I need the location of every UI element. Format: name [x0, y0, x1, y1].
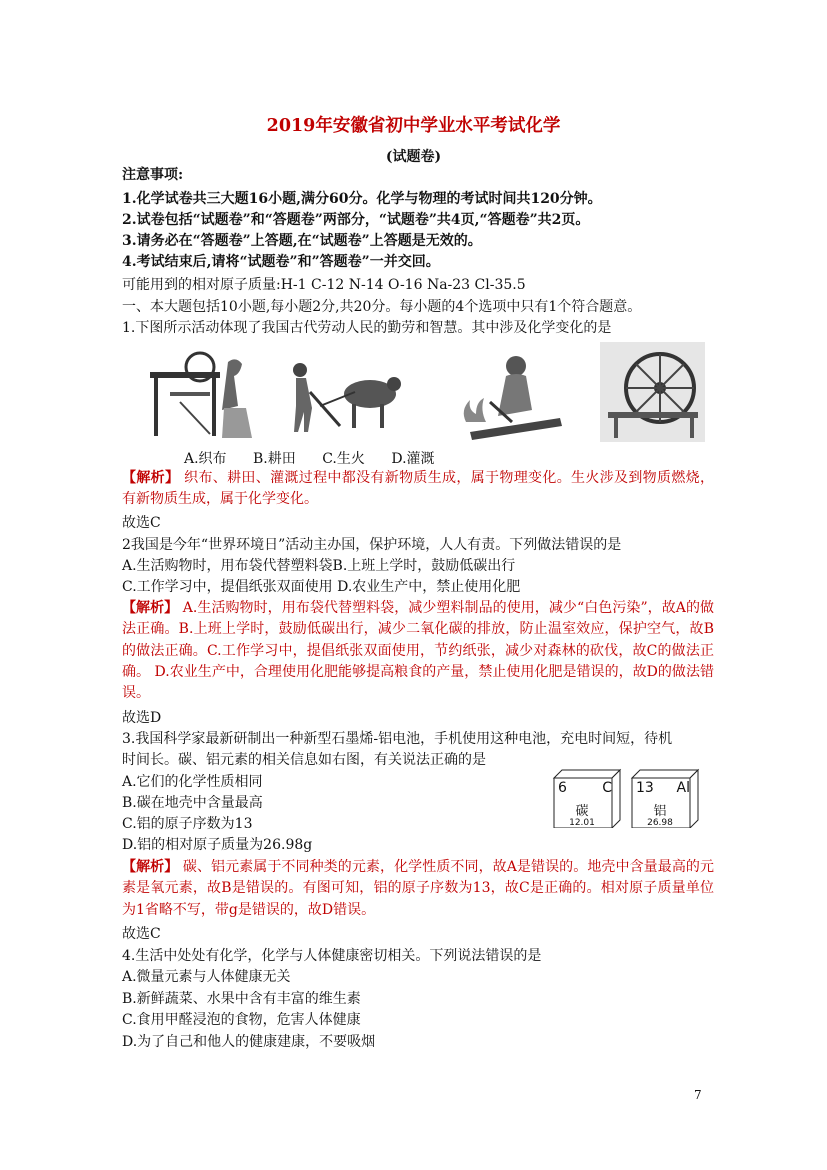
- element-cards: [548, 766, 708, 836]
- question-2-answer: 故选D: [122, 710, 162, 726]
- atomic-mass: 12.01: [569, 818, 595, 828]
- question-1-options: [184, 448, 457, 468]
- notes-heading: 注意事项:: [122, 167, 184, 183]
- element-name: 碳: [575, 804, 589, 819]
- question-3-option-a: A.它们的化学性质相同: [122, 774, 263, 790]
- question-2-analysis: [122, 598, 714, 704]
- option-a: A.织布: [184, 451, 227, 467]
- element-symbol: Al: [676, 780, 690, 796]
- atomic-number: 6: [558, 780, 567, 796]
- section-heading: 一、本大题包括10小题,每小题2分,共20分。每小题的4个选项中只有1个符合题意。: [122, 299, 642, 315]
- atomic-mass: 26.98: [647, 818, 673, 828]
- question-3-stem-line1: 3.我国科学家最新研制出一种新型石墨烯-铝电池，手机使用这种电池，充电时间短，待机: [122, 731, 673, 747]
- atomic-masses: 可能用到的相对原子质量:H-1 C-12 N-14 O-16 Na-23 Cl-35.5: [122, 277, 526, 293]
- question-3-answer: 故选C: [122, 926, 161, 942]
- question-1-figures: [140, 342, 705, 442]
- element-card-carbon: [552, 774, 622, 834]
- analysis-text: 碳、铝元素属于不同种类的元素，化学性质不同，故A是错误的。地壳中含量最高的元素是氧元素，故B是错误的。有图可知，铝的原子序数为13，故C是正确的。相对原子质量单位为1省略不写，带g是错误的，故D错误。: [122, 859, 714, 918]
- making-fire-illustration: [440, 342, 565, 442]
- question-1-answer: 故选C: [122, 515, 161, 531]
- option-b: B.耕田: [253, 451, 296, 467]
- analysis-tag: 【解析】: [122, 600, 179, 616]
- question-3-analysis: [122, 857, 714, 921]
- question-3-option-b: B.碳在地壳中含量最高: [122, 795, 263, 811]
- ploughing-ox-illustration: [280, 342, 405, 442]
- option-c: C.生火: [322, 451, 365, 467]
- analysis-tag: 【解析】: [122, 859, 179, 875]
- question-2-options-row2: C.工作学习中，提倡纸张双面使用 D.农业生产中，禁止使用化肥: [122, 579, 521, 595]
- question-4-option-a: A.微量元素与人体健康无关: [122, 969, 291, 985]
- question-4-option-c: C.食用甲醛浸泡的食物，危害人体健康: [122, 1012, 361, 1028]
- question-2-options-row1: A.生活购物时，用布袋代替塑料袋B.上班上学时，鼓励低碳出行: [122, 558, 516, 574]
- analysis-text: 织布、耕田、灌溉过程中都没有新物质生成，属于物理变化。生火涉及到物质燃烧，有新物质生成，属于化学变化。: [122, 470, 715, 508]
- question-4-option-d: D.为了自己和他人的健康建康，不要吸烟: [122, 1034, 376, 1050]
- question-4-stem: 4.生活中处处有化学，化学与人体健康密切相关。下列说法错误的是: [122, 948, 542, 964]
- question-1-analysis: [122, 468, 714, 511]
- question-1-stem: 1.下图所示活动体现了我国古代劳动人民的勤劳和智慧。其中涉及化学变化的是: [122, 320, 612, 336]
- irrigation-waterwheel-illustration: [600, 342, 705, 442]
- question-4-option-b: B.新鲜蔬菜、水果中含有丰富的维生素: [122, 991, 361, 1007]
- analysis-tag: 【解析】: [122, 470, 180, 486]
- note-item: 3.请务必在“答题卷”上答题,在“试题卷”上答题是无效的。: [122, 233, 482, 249]
- page-number: 7: [694, 1088, 702, 1102]
- page-subtitle: (试题卷): [385, 149, 442, 165]
- question-2-stem: 2我国是今年“世界环境日”活动主办国，保护环境，人人有责。下列做法错误的是: [122, 537, 622, 553]
- analysis-text: A.生活购物时，用布袋代替塑料袋，减少塑料制品的使用，减少“白色污染”，故A的做法正确。B.上班上学时，鼓励低碳出行，减少二氧化碳的排放，防止温室效应，保护空气，故B的做法正确。C.工作学习中，提倡纸张双面使用，节约纸张，减少对森林的砍伐，故C的做法正确。 D.农业生产中，合理使用化肥能够提高粮食的产量，禁止使用化肥是错误的，故D的做法错误。: [122, 600, 715, 702]
- page-title: 2019年安徽省初中学业水平考试化学: [266, 116, 561, 136]
- element-name: 铝: [653, 804, 667, 819]
- option-d: D.灌溉: [391, 451, 435, 467]
- element-card-aluminum: [630, 774, 700, 834]
- note-item: 4.考试结束后,请将“试题卷”和”答题卷”一并交回。: [122, 254, 440, 270]
- element-symbol: C: [602, 780, 612, 796]
- weaving-loom-illustration: [140, 342, 265, 442]
- question-3-option-c: C.铝的原子序数为13: [122, 816, 253, 832]
- note-item: 1.化学试卷共三大题16小题,满分60分。化学与物理的考试时间共120分钟。: [122, 191, 602, 207]
- note-item: 2.试卷包括“试题卷”和“答题卷”两部分，“试题卷”共4页,“答题卷”共2页。: [122, 212, 590, 228]
- question-3-stem-line2: 时间长。碳、铝元素的相关信息如右图，有关说法正确的是: [122, 752, 486, 768]
- question-3-option-d: D.铝的相对原子质量为26.98g: [122, 837, 313, 853]
- atomic-number: 13: [636, 780, 654, 796]
